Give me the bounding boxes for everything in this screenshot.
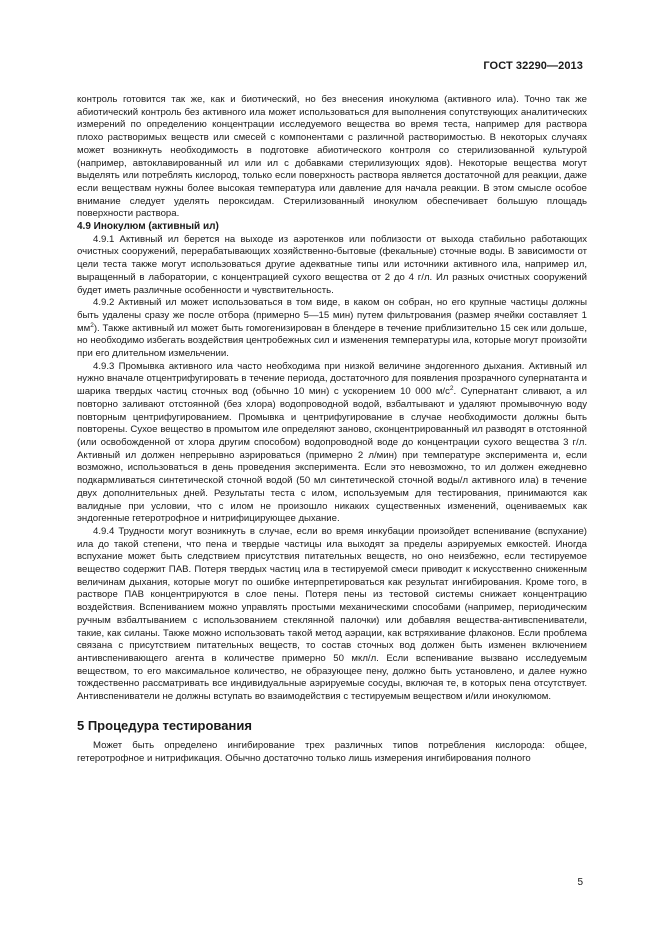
paragraph-4-9-2-part-a: 4.9.2 Активный ил может использоваться в том виде, в каком он собран, но его крупные частицы должны быть удалены сразу же после отбора (примерно 5—15 мин) путем фильтрования (размер ячейки составляет 1 мм — [77, 297, 587, 334]
paragraph-4-9-2 — [77, 297, 587, 361]
heading-4-9: 4.9 Инокулюм (активный ил) — [77, 221, 219, 233]
paragraph-4-9-3-part-a: 4.9.3 Промывка активного ила часто необходима при низкой величине эндогенного дыхания. Активный ил нужно вначале отцентрифугировать в течение периода, достаточного для появления прозрачного супернатанта и шарика твердых частиц сточных вод (обычно 10 мин) с ускорением 10 000 м/с — [77, 360, 587, 398]
superscript-2: 2 — [90, 321, 94, 329]
paragraph-4-9-2-part-b: ). Также активный ил может быть гомогенизирован в блендере в течение приблизительно 15 сек или дольше, но необходимо избегать воздействия центробежных сил и изменения температуры ила, которые могут произойти при его длительном измельчении. — [77, 322, 587, 360]
section-heading-5: 5 Процедура тестирования — [77, 717, 252, 733]
paragraph-4-9-1: 4.9.1 Активный ил берется на выходе из аэротенков или поблизости от выхода стабильно работающих очистных сооружений, перерабатывающих хозяйственно-бытовые (фекальные) сточные воды. В зависимости от цели теста также могут использоваться другие адекватные типы или источники активного ила, например ил, выращенный в лаборатории, с концентрацией сухого вещества от 2 до 4 г/л. Ил разных очистных сооружений будет иметь различные особенности и чувствительность. — [77, 233, 587, 296]
document-body — [77, 94, 587, 766]
paragraph-4-9-4: 4.9.4 Трудности могут возникнуть в случае, если во время инкубации произойдет вспенивание (вспухание) ила до такой степени, что пена и твердые частицы ила выходят за пределы аэрируемых емкостей. Иногда вспухание может быть следствием присутствия питательных веществ, но оно неизбежно, если тестируемое вещество содержит ПАВ. Потеря твердых частиц ила в тестируемой смеси приводит к искусственно сниженным величинам дыхания, которые могут по ошибке интерпретироваться как результат ингибирования. Кроме того, в растворе ПАВ концентрируются в слое пены. Потеря пены из тестовой системы снижает концентрацию воздействия. Вспениванием можно управлять простыми механическими способами (например, периодическим ручным взбалтыванием с использованием стеклянной палочки) или добавляя вещества-антивспениватели, такие, как силаны. Также можно использовать такой метод аэрации, как встряхивание флаконов. Если проблема связана с присутствием питательных веществ, то состав сточных вод должен быть изменен включением антивспенивающего агента в количестве примерно 50 мкл/л. Если вспенивание вызвано исследуемым веществом, то его максимальное количество, не образующее пену, должно быть установлено, и далее нужно тождественно рассматривать все индивидуальные аэрируемые сосуды, включая те, в которых пена отсутствует. Антивспениватели не должны вступать во взаимодействия с тестируемым веществом и/или инокулюмом. — [77, 525, 587, 703]
paragraph-5: Может быть определено ингибирование трех различных типов потребления кислорода: общее, гетеротрофное и нитрификация. Обычно достаточно только лишь измерения ингибирования полного — [77, 740, 587, 765]
paragraph-4-9-3-part-b: . Супернатант сливают, а ил повторно заливают отстоянной (без хлора) водопроводной водой, взбалтывают и удаляют промывочную воду повторным центрифугированием. Промывка и центрифугирование в случае необходимости должны быть повторены. Сухое вещество в промытом иле определяют заново, сконцентрированный ил разводят в отстоянной (или освобожденной от хлора другим способом) водопроводной воде до концентрации сухого вещества 3 г/л. Активный ил должен непрерывно аэрироваться (примерно 2 л/мин) при температуре эксперимента и, если возможно, использоваться в день проведения эксперимента. Если это невозможно, то ил должен ежедневно подкармливаться синтетической сточной водой (50 мл синтетической сточной воды/л активного ила) в течение двух дополнительных дней. Результаты теста с илом, используемым для тестирования, принимаются как валидные при условии, что с илом не произошло никаких существенных изменений, оцениваемых как эндогенные гетеротрофное и нитрифицирующее дыхание. — [77, 386, 587, 525]
paragraph-intro: контроль готовится так же, как и биотический, но без внесения инокулюма (активного ила). Точно так же абиотический контроль без активного ила может использоваться для выполнения сопутствующих аналитических измерений по определению концентрации исследуемого вещества во время теста, например для раствора плохо растворимых веществ или смесей с компонентами с различной растворимостью. В некоторых случаях может возникнуть необходимость в подготовке абиотического контроля со стерилизованной культурой (например, автоклавированный ил или ил с добавками стерилизующих ядов). Некоторые вещества могут выделять или потреблять кислород, только если поверхность раствора является достаточной для реакции, даже если веществам нужны более высокая температура или давление для начала реакции. В этом смысле особое внимание следует уделять пероксидам. Стерилизованный инокулюм обеспечивает большую площадь поверхности раствора. — [77, 94, 587, 220]
page-number: 5 — [577, 877, 583, 888]
standard-header: ГОСТ 32290—2013 — [483, 60, 583, 72]
paragraph-4-9-3 — [77, 361, 587, 526]
superscript-2: 2 — [449, 384, 454, 392]
